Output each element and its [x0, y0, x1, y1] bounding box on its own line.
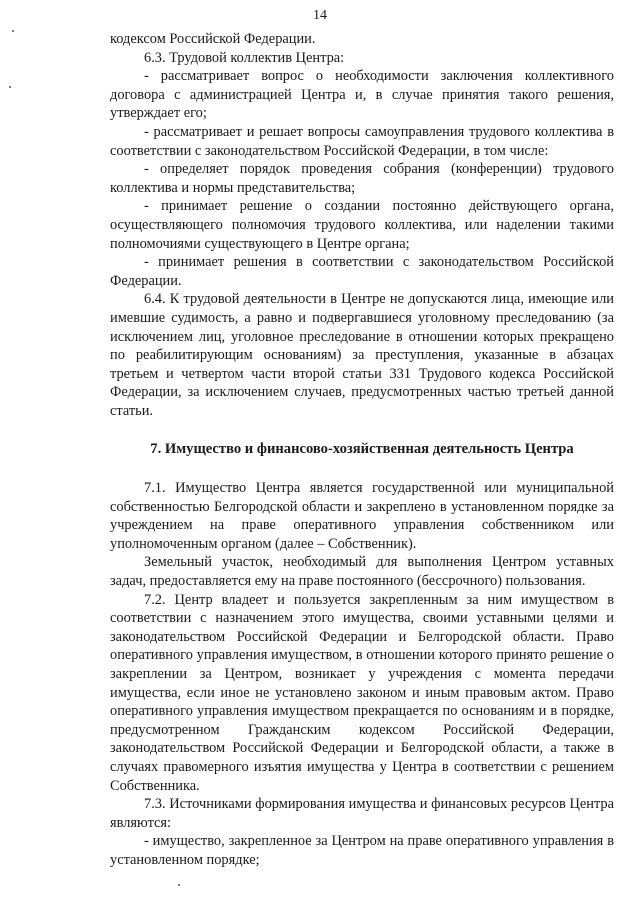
- page-number: 14: [313, 8, 327, 23]
- paragraph: - рассматривает вопрос о необходимости заключения коллективного договора с администрацией Центра и, в случае принятия такого решения, утверждает его;: [110, 68, 614, 122]
- section-7-text: [110, 479, 614, 869]
- paragraph: 7.3. Источниками формирования имущества и финансовых ресурсов Центра являются:: [110, 796, 614, 831]
- scan-speck: [9, 86, 11, 88]
- section-title: 7. Имущество и финансово-хозяйственная деятельность Центра: [150, 441, 574, 458]
- document-body: [110, 30, 614, 870]
- paragraph: кодексом Российской Федерации.: [110, 31, 316, 47]
- paragraph: - имущество, закрепленное за Центром на праве оперативного управления в установленном порядке;: [110, 833, 614, 868]
- paragraph: 7.1. Имущество Центра является государственной или муниципальной собственностью Белгородской области и закреплено в установленном порядке за учреждением на праве оперативного управления собственником или уполномоченным органом (далее – Собственник).: [110, 480, 614, 552]
- paragraph: 7.2. Центр владеет и пользуется закрепленным за ним имуществом в соответствии с назначением этого имущества, своими уставными целями и законодательством Российской Федерации и Белгородской области. Право оперативного управления имуществом, в отношении которого принято решение о закреплении за Центром, возникает у учреждения с момента передачи имущества, если иное не установлено законом и иным правовым актом. Право оперативного управления имуществом прекращается по основаниям и в порядке, предусмотренном Гражданским кодексом Российской Федерации, законодательством Российской Федерации и Белгородской области, а также в случаях правомерного изъятия имущества у Центра в соответствии с решением Собственника.: [110, 591, 614, 794]
- paragraph: 6.3. Трудовой коллектив Центра:: [144, 49, 345, 66]
- paragraph: - рассматривает и решает вопросы самоуправления трудового коллектива в соответствии с законодательством Российской Федерации, в том числе:: [110, 123, 614, 159]
- section-6-text: [110, 30, 614, 420]
- paragraph: 6.4. К трудовой деятельности в Центре не допускаются лица, имеющие или имевшие судимость, а равно и подвергавшиеся уголовному преследованию (за исключением лиц, уголовное преследование в отношении которых прекращено по реабилитирующим основаниям) за преступления, указанные в абзацах третьем и четвертом части второй статьи 331 Трудового кодекса Российской Федерации, за исключением случаев, предусмотренных частью третьей данной статьи.: [110, 291, 614, 419]
- paragraph: - принимает решение о создании постоянно действующего органа, осуществляющего полномочия трудового коллектива, или наделении такими полномочиями существующего в Центре органа;: [110, 198, 614, 252]
- paragraph: - определяет порядок проведения собрания (конференции) трудового коллектива и нормы представительства;: [110, 161, 614, 196]
- scan-speck: [178, 884, 180, 886]
- paragraph: - принимает решения в соответствии с законодательством Российской Федерации.: [110, 254, 614, 289]
- scan-speck: [12, 30, 14, 32]
- paragraph: Земельный участок, необходимый для выполнения Центром уставных задач, предоставляется ему на праве постоянного (бессрочного) пользования.: [110, 554, 614, 590]
